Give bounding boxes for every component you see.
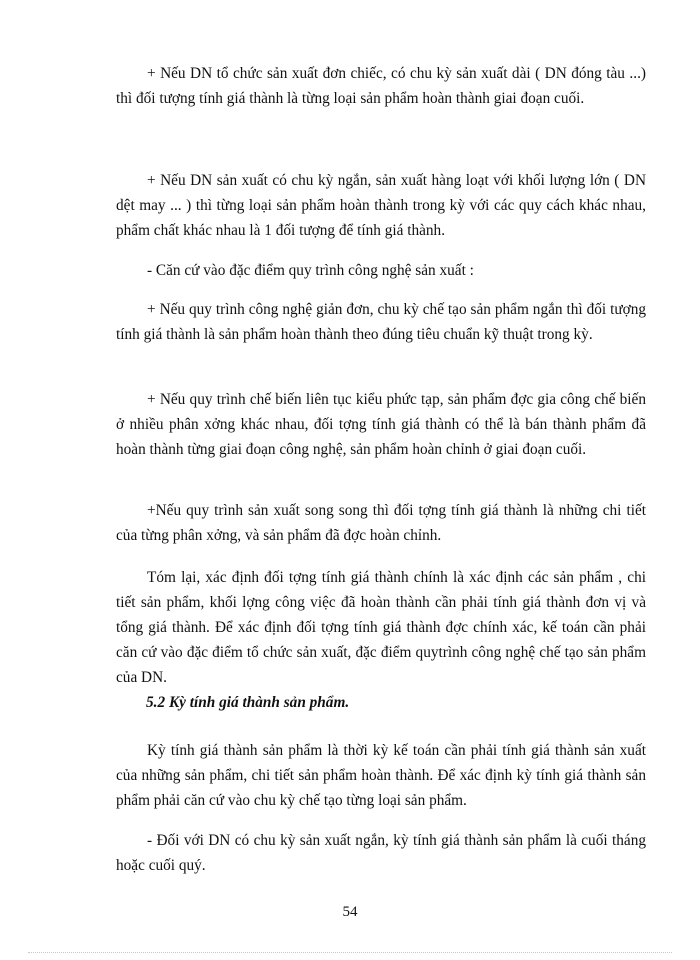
paragraph-6: +Nếu quy trình sản xuất song song thì đối tợng tính giá thành là những chi tiết của từng phân xởng, và sản phẩm đã đợc hoàn chỉnh.: [116, 502, 646, 544]
paragraph-7: Tóm lại, xác định đối tợng tính giá thành chính là xác định các sản phẩm , chi tiết sản phẩm, khối lợng công việc đã hoàn thành cần phải tính giá thành đơn vị và tổng giá thành. Để xác định đối tợng tính giá thành đợc chính xác, kế toán cần phải căn cứ vào đặc điểm tổ chức sản xuất, đặc điểm quytrình công nghệ chế tạo sản phẩm của DN.: [116, 569, 646, 686]
paragraph-2: + Nếu DN sản xuất có chu kỳ ngắn, sản xuất hàng loạt với khối lượng lớn ( DN dệt may ... ) thì từng loại sản phẩm hoàn thành trong kỳ với các quy cách khác nhau, phẩm chất khác nhau là 1 đối tượng để tính giá thành.: [116, 172, 646, 239]
paragraph-4: + Nếu quy trình công nghệ giản đơn, chu kỳ chế tạo sản phẩm ngắn thì đối tượng tính giá thành là sản phẩm hoàn thành theo đúng tiêu chuẩn kỹ thuật trong kỳ.: [116, 301, 646, 343]
paragraph-5: + Nếu quy trình chế biến liên tục kiểu phức tạp, sản phẩm đợc gia công chế biến ở nhiều phân xởng khác nhau, đối tợng tính giá thành có thể là bán thành phẩm đã hoàn thành từng giai đoạn công nghệ, sản phẩm hoàn chỉnh ở giai đoạn cuối.: [116, 391, 646, 458]
paragraph-8: Kỳ tính giá thành sản phẩm là thời kỳ kế toán cần phải tính giá thành sản xuất của những sản phẩm, chi tiết sản phẩm hoàn thành. Để xác định kỳ tính giá thành sản phẩm phải căn cứ vào chu kỳ chế tạo từng loại sản phẩm.: [116, 742, 646, 809]
footer-divider: [28, 952, 672, 953]
page-number: 54: [342, 904, 358, 920]
paragraph-9: - Đối với DN có chu kỳ sản xuất ngắn, kỳ tính giá thành sản phẩm là cuối tháng hoặc cuối quý.: [116, 832, 646, 874]
paragraph-3: - Căn cứ vào đặc điểm quy trình công nghệ sản xuất :: [147, 262, 474, 279]
paragraph-1: + Nếu DN tổ chức sản xuất đơn chiếc, có chu kỳ sản xuất dài ( DN đóng tàu ...) thì đối tượng tính giá thành là từng loại sản phẩm hoàn thành giai đoạn cuối.: [116, 65, 646, 107]
section-heading: 5.2 Kỳ tính giá thành sản phẩm.: [146, 694, 350, 711]
